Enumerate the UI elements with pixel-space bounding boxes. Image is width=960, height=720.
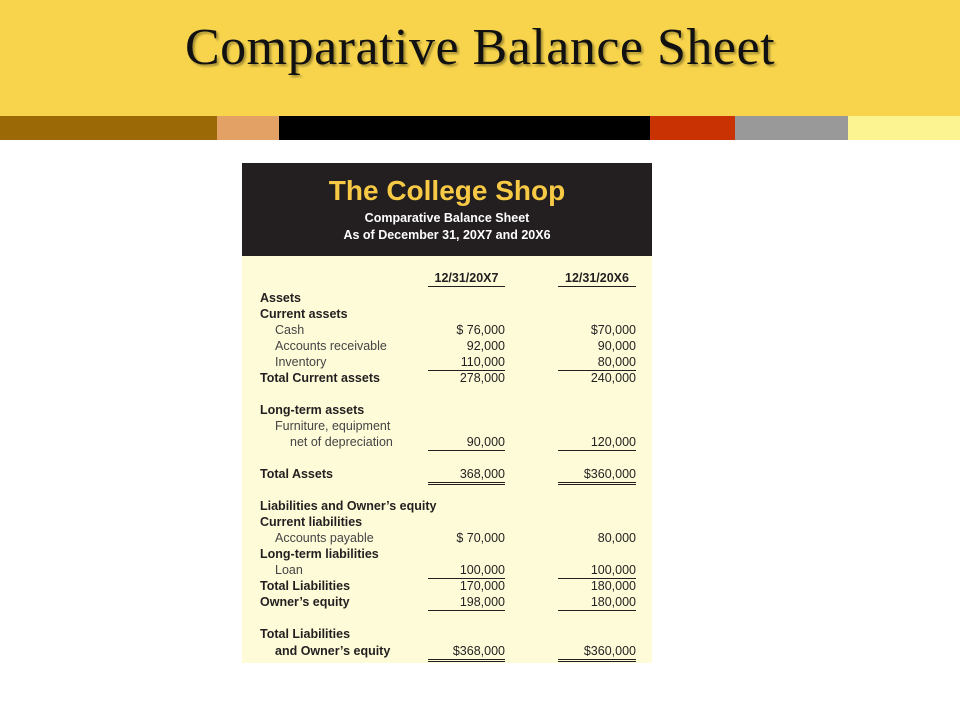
slide-title: Comparative Balance Sheet: [184, 19, 776, 76]
row-total-current-label: Total Current assets: [260, 371, 380, 385]
sheet-date-line: As of December 31, 20X7 and 20X6: [343, 228, 551, 242]
stripe-yellow: [848, 116, 960, 140]
row-total-liabilities-20x7: 170,000: [459, 579, 505, 593]
section-long-term-liabilities: Long-term liabilities: [260, 547, 379, 561]
row-owner-equity-20x7: 198,000: [428, 594, 505, 611]
row-total-le-label-2: and Owner’s equity: [275, 644, 391, 658]
column-header-20x7: 12/31/20X7: [428, 270, 505, 287]
stripe-peach: [217, 116, 279, 140]
stripe-red: [650, 116, 735, 140]
row-furniture-20x6: 120,000: [558, 434, 636, 451]
stripe-brown: [0, 116, 217, 140]
sheet-subtitle: Comparative Balance Sheet: [364, 211, 530, 225]
company-name: The College Shop: [328, 175, 566, 206]
row-total-le-20x7: $368,000: [428, 643, 505, 662]
row-owner-equity-label: Owner’s equity: [260, 595, 350, 609]
row-furniture-label: Furniture, equipment: [275, 419, 391, 433]
section-long-term-assets: Long-term assets: [260, 403, 365, 417]
row-owner-equity-20x6: 180,000: [558, 594, 636, 611]
row-total-assets-20x6: $360,000: [558, 466, 636, 485]
row-loan-label: Loan: [275, 563, 303, 577]
stripe-black: [279, 116, 650, 140]
row-furniture-20x7: 90,000: [428, 434, 505, 451]
row-inventory-label: Inventory: [275, 355, 327, 369]
row-ar-label: Accounts receivable: [275, 339, 387, 353]
row-ar-20x6: 90,000: [597, 339, 636, 353]
stripe-gray: [735, 116, 848, 140]
row-total-liabilities-label: Total Liabilities: [260, 579, 351, 593]
row-total-liabilities-20x6: 180,000: [590, 579, 636, 593]
row-ap-20x7: $ 70,000: [456, 531, 505, 545]
column-header-20x6: 12/31/20X6: [558, 270, 636, 287]
row-cash-20x6: $70,000: [590, 323, 636, 337]
section-liabilities-equity: Liabilities and Owner’s equity: [260, 499, 437, 513]
section-current-assets: Current assets: [260, 307, 348, 321]
row-total-le-label: Total Liabilities: [260, 627, 351, 641]
row-ar-20x7: 92,000: [466, 339, 505, 353]
row-total-current-20x7: 278,000: [459, 371, 505, 385]
row-total-assets-label: Total Assets: [260, 467, 333, 481]
row-inventory-20x6: 80,000: [558, 354, 636, 371]
row-cash-label: Cash: [275, 323, 305, 337]
row-total-current-20x6: 240,000: [590, 371, 636, 385]
row-inventory-20x7: 110,000: [428, 354, 505, 371]
row-total-le-20x6: $360,000: [558, 643, 636, 662]
row-ap-20x6: 80,000: [597, 531, 636, 545]
sheet-header: [242, 163, 652, 256]
balance-sheet-image: [242, 163, 652, 663]
section-current-liabilities: Current liabilities: [260, 515, 363, 529]
row-furniture-label-2: net of depreciation: [290, 435, 393, 449]
row-loan-20x7: 100,000: [428, 562, 505, 579]
row-loan-20x6: 100,000: [558, 562, 636, 579]
section-assets: Assets: [260, 291, 301, 305]
row-ap-label: Accounts payable: [275, 531, 374, 545]
row-total-assets-20x7: 368,000: [428, 466, 505, 485]
color-stripes: [0, 116, 960, 140]
row-cash-20x7: $ 76,000: [456, 323, 505, 337]
